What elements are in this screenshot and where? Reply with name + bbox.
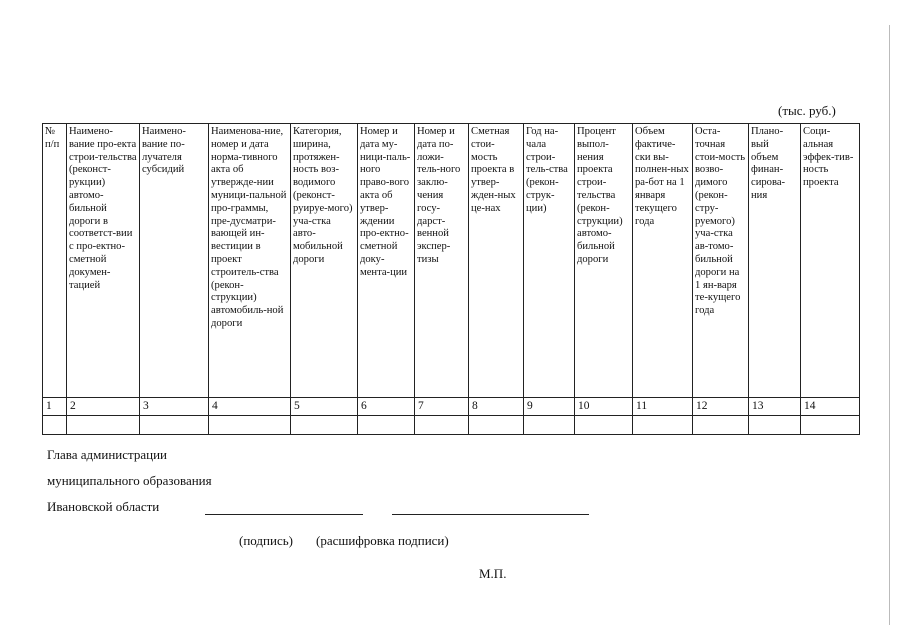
column-number: 2 bbox=[67, 398, 140, 416]
units-label: (тыс. руб.) bbox=[778, 103, 836, 118]
header-cell: Наименова-ние, номер и дата норма-тивного акта об утвержде-нии муници-пальной про-граммы, пре-дусматри-вающей ин-вестиции в проект строитель-ства (рекон-струкции) автомобиль-ной дороги bbox=[209, 124, 291, 398]
empty-cell bbox=[415, 416, 469, 435]
column-number: 10 bbox=[575, 398, 633, 416]
signatory-title-line-3: Ивановской области bbox=[47, 499, 160, 514]
header-cell: Сметная стои-мость проекта в утвер-жден-ных це-нах bbox=[469, 124, 524, 398]
header-cell: Соци-альная эффек-тив-ность проекта bbox=[801, 124, 860, 398]
header-cell: Номер и дата по-ложи-тель-ного заклю-чения госу-дарст-венной экспер-тизы bbox=[415, 124, 469, 398]
empty-cell bbox=[633, 416, 693, 435]
header-cell: Процент выпол-нения проекта строи-тельства (рекон-струкции) автомо-бильной дороги bbox=[575, 124, 633, 398]
empty-cell bbox=[469, 416, 524, 435]
column-number: 4 bbox=[209, 398, 291, 416]
empty-cell bbox=[67, 416, 140, 435]
empty-cell bbox=[358, 416, 415, 435]
signature-decode-caption: (расшифровка подписи) bbox=[316, 533, 449, 548]
table-header-row bbox=[43, 124, 860, 398]
header-cell: Наимено-вание про-екта строи-тельства (реконст-рукции) автомо-бильной дороги в соответст-вии с про-ектно-сметной докумен-тацией bbox=[67, 124, 140, 398]
signature-decode-blank-line bbox=[392, 514, 589, 515]
investment-projects-table bbox=[42, 123, 860, 435]
scan-edge-line bbox=[889, 25, 890, 625]
column-number: 9 bbox=[524, 398, 575, 416]
column-number: 13 bbox=[749, 398, 801, 416]
empty-cell bbox=[693, 416, 749, 435]
column-number: 11 bbox=[633, 398, 693, 416]
empty-cell bbox=[140, 416, 209, 435]
header-cell: № п/п bbox=[43, 124, 67, 398]
signature-blank-line bbox=[205, 514, 363, 515]
empty-cell bbox=[801, 416, 860, 435]
column-number: 14 bbox=[801, 398, 860, 416]
empty-cell bbox=[291, 416, 358, 435]
header-cell: Объем фактиче-ски вы-полнен-ных ра-бот на 1 января текущего года bbox=[633, 124, 693, 398]
empty-cell bbox=[524, 416, 575, 435]
table-empty-row bbox=[43, 416, 860, 435]
header-cell: Номер и дата му-ници-паль-ного право-вого акта об утвер-ждении про-ектно-сметной доку-мента-ции bbox=[358, 124, 415, 398]
empty-cell bbox=[575, 416, 633, 435]
column-number: 8 bbox=[469, 398, 524, 416]
empty-cell bbox=[43, 416, 67, 435]
column-number: 7 bbox=[415, 398, 469, 416]
signatory-title-line-1: Глава администрации bbox=[47, 447, 168, 462]
header-cell: Плано-вый объем финан-сирова-ния bbox=[749, 124, 801, 398]
column-number: 5 bbox=[291, 398, 358, 416]
signature-caption: (подпись) bbox=[239, 533, 293, 548]
header-cell: Год на-чала строи-тель-ства (рекон-струк-ции) bbox=[524, 124, 575, 398]
column-number: 6 bbox=[358, 398, 415, 416]
seal-place-label: М.П. bbox=[479, 566, 507, 581]
header-cell: Оста-точная стои-мость возво-димого (рекон-стру-руемого) уча-стка ав-томо-бильной дороги на 1 ян-варя те-кущего года bbox=[693, 124, 749, 398]
column-number: 12 bbox=[693, 398, 749, 416]
empty-cell bbox=[209, 416, 291, 435]
header-cell: Категория, ширина, протяжен-ность воз-водимого (реконст-руируе-мого) уча-стка авто-мобильной дороги bbox=[291, 124, 358, 398]
column-number: 1 bbox=[43, 398, 67, 416]
column-number: 3 bbox=[140, 398, 209, 416]
signatory-title-line-2: муниципального образования bbox=[47, 473, 212, 488]
header-cell: Наимено-вание по-лучателя субсидий bbox=[140, 124, 209, 398]
column-number-row bbox=[43, 398, 860, 416]
empty-cell bbox=[749, 416, 801, 435]
